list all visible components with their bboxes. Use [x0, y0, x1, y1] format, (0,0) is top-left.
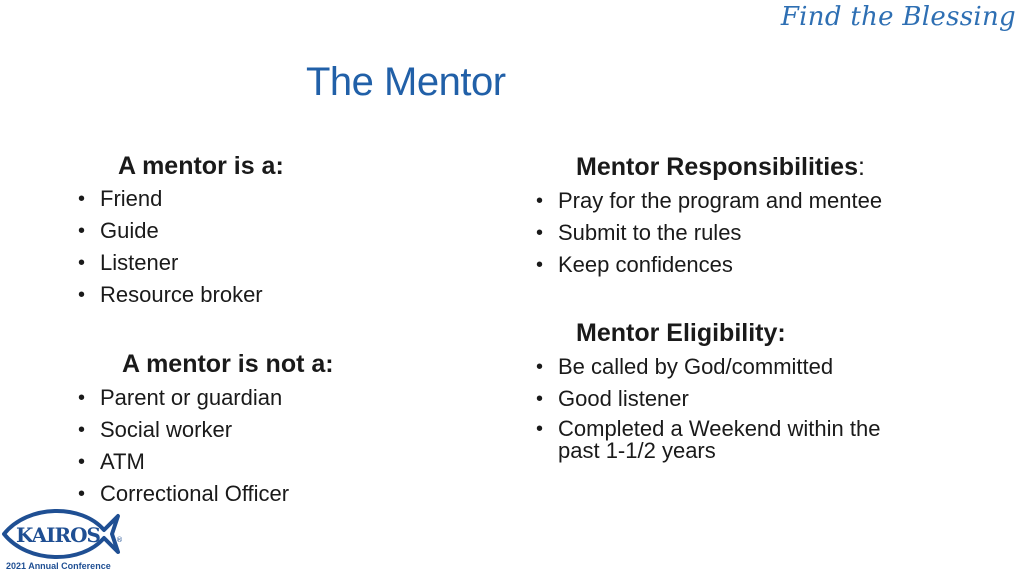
eligibility-heading: Mentor Eligibility: [576, 319, 786, 347]
list-item: • Friend [78, 186, 263, 218]
logo-text: KAIROS [16, 523, 100, 547]
list-item: • Correctional Officer [78, 481, 289, 513]
responsibilities-heading-text: Mentor Responsibilities [576, 153, 858, 181]
list-item: • Pray for the program and mentee [536, 188, 882, 220]
mentor-is-not-heading: A mentor is not a: [122, 350, 334, 378]
list-item: • Good listener [536, 386, 928, 418]
page-title: The Mentor [306, 60, 506, 104]
registered-mark: ® [116, 536, 123, 544]
list-item: • Be called by God/committed [536, 354, 928, 386]
conference-label: 2021 Annual Conference [6, 561, 111, 571]
list-item: • Submit to the rules [536, 220, 882, 252]
list-item: • ATM [78, 449, 289, 481]
tagline: Find the Blessing [780, 2, 1016, 32]
kairos-fish-logo [0, 508, 122, 560]
mentor-is-heading: A mentor is a: [118, 152, 284, 180]
mentor-is-list [78, 186, 263, 314]
eligibility-list [536, 354, 928, 462]
list-item: • Keep confidences [536, 252, 882, 284]
list-item: • Guide [78, 218, 263, 250]
list-item: • Completed a Weekend within the past 1-1/2 years [536, 418, 928, 462]
responsibilities-list [536, 188, 882, 284]
list-item: • Listener [78, 250, 263, 282]
list-item: • Resource broker [78, 282, 263, 314]
list-item: • Parent or guardian [78, 385, 289, 417]
mentor-is-not-list [78, 385, 289, 513]
responsibilities-heading [576, 153, 865, 182]
responsibilities-heading-colon: : [857, 153, 865, 181]
list-item: • Social worker [78, 417, 289, 449]
